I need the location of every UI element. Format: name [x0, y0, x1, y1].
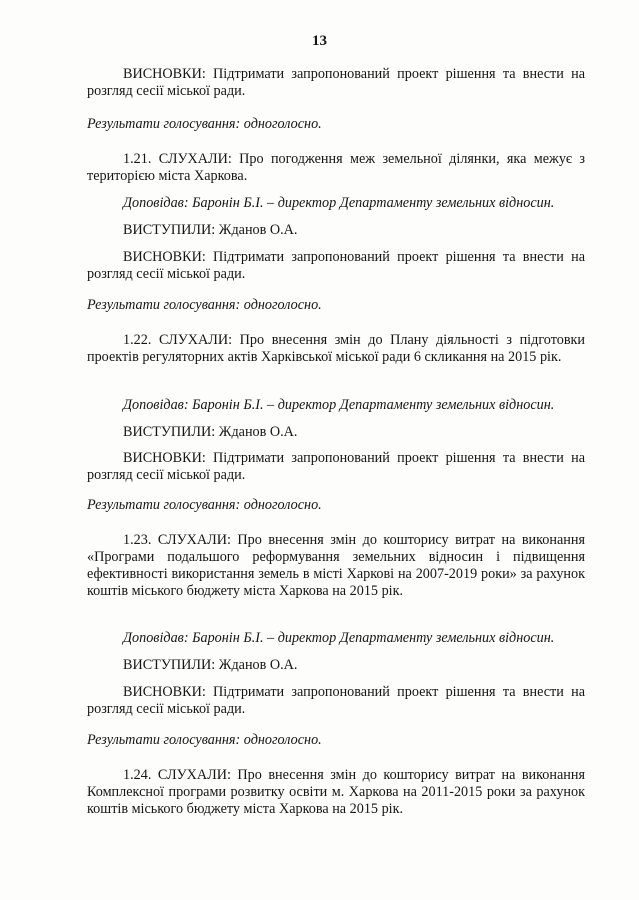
- spoke-line: ВИСТУПИЛИ: Жданов О.А.: [123, 222, 298, 238]
- item-1-23-heard: 1.23. СЛУХАЛИ: Про внесення змін до кошторису витрат на виконання «Програми подальшого реформування земельних відносин і підвищення ефективності використання земель в місті Харкові на 2007-2019 роки» за рахунок коштів міського бюджету міста Харкова на 2015 рік.: [87, 532, 585, 599]
- voting-result: Результати голосування: одноголосно.: [87, 116, 322, 132]
- voting-result: Результати голосування: одноголосно.: [87, 732, 322, 748]
- speaker-line: Доповідав: Баронін Б.І. – директор Департаменту земельних відносин.: [123, 630, 555, 646]
- item-1-21-heard: 1.21. СЛУХАЛИ: Про погодження меж земельної ділянки, яка межує з територією міста Харкова.: [87, 151, 585, 184]
- speaker-line: Доповідав: Баронін Б.І. – директор Департаменту земельних відносин.: [123, 397, 555, 413]
- spoke-line: ВИСТУПИЛИ: Жданов О.А.: [123, 657, 298, 673]
- item-1-22-heard: 1.22. СЛУХАЛИ: Про внесення змін до Плану діяльності з підготовки проектів регуляторних актів Харківської міської ради 6 скликання на 2015 рік.: [87, 332, 585, 365]
- conclusion-paragraph: ВИСНОВКИ: Підтримати запропонований проект рішення та внести на розгляд сесії міської ради.: [87, 249, 585, 282]
- conclusion-paragraph: ВИСНОВКИ: Підтримати запропонований проект рішення та внести на розгляд сесії міської ради.: [87, 66, 585, 99]
- conclusion-paragraph: ВИСНОВКИ: Підтримати запропонований проект рішення та внести на розгляд сесії міської ради.: [87, 450, 585, 483]
- speaker-line: Доповідав: Баронін Б.І. – директор Департаменту земельних відносин.: [123, 195, 555, 211]
- conclusion-paragraph: ВИСНОВКИ: Підтримати запропонований проект рішення та внести на розгляд сесії міської ради.: [87, 684, 585, 717]
- item-1-24-heard: 1.24. СЛУХАЛИ: Про внесення змін до кошторису витрат на виконання Комплексної програми розвитку освіти м. Харкова на 2011-2015 роки за рахунок коштів міського бюджету міста Харкова на 2015 рік.: [87, 767, 585, 817]
- spoke-line: ВИСТУПИЛИ: Жданов О.А.: [123, 424, 298, 440]
- voting-result: Результати голосування: одноголосно.: [87, 497, 322, 513]
- page-number: 13: [312, 33, 327, 49]
- voting-result: Результати голосування: одноголосно.: [87, 297, 322, 313]
